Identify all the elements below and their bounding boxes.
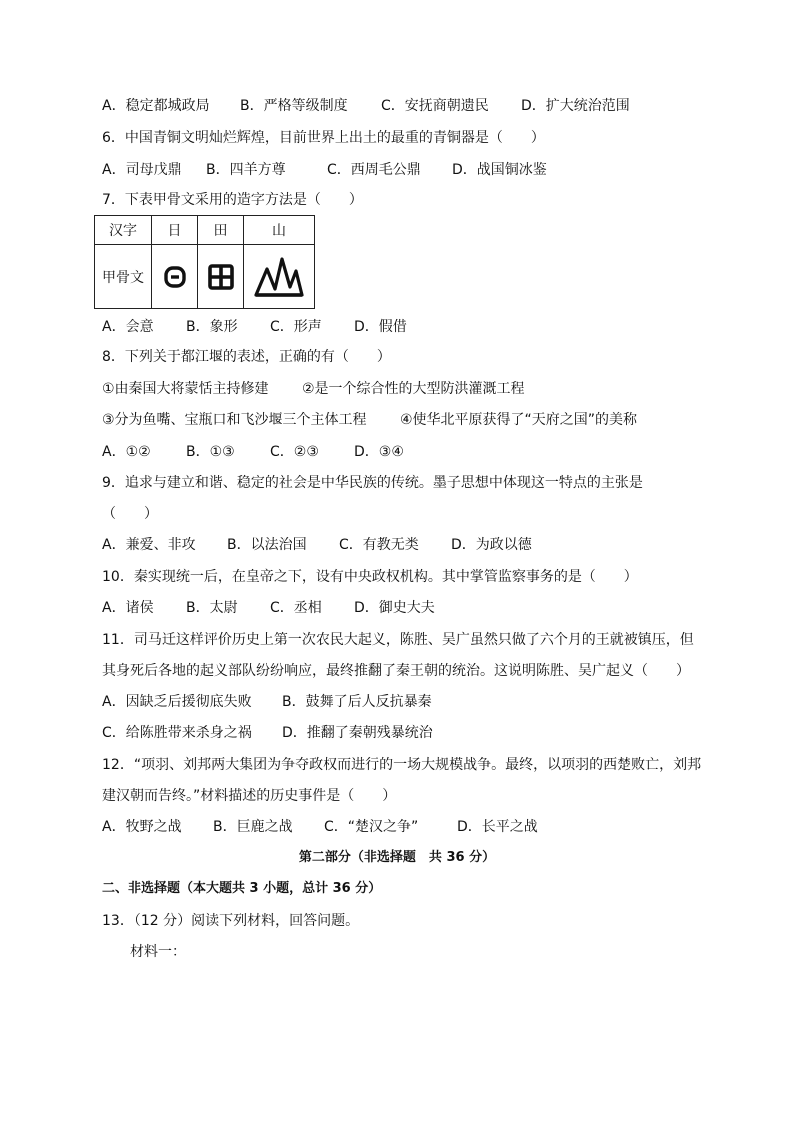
q10-option-c: C．丞相 [270,600,322,616]
q12-option-c: C．“楚汉之争” [324,819,419,835]
q11-option-a: A．因缺乏后援彻底失败 [102,694,252,710]
q10-stem: 10．秦实现统一后，在皇帝之下，设有中央政权机构。其中掌管监察事务的是（ ） [102,569,638,585]
q7-option-d: D．假借 [354,319,407,335]
q11-option-b: B．鼓舞了后人反抗暴秦 [282,694,432,710]
q8-statements-row2 [102,410,637,430]
q6-option-b: B．四羊方尊 [206,162,286,178]
part2-title: 第二部分（非选择题 共 36 分） [298,850,496,865]
q10-option-d: D．御史大夫 [354,600,435,616]
row-label-oracle: 甲骨文 [95,245,152,309]
q13-material1-label: 材料一： [130,944,186,960]
q9-options [102,535,532,555]
q7-option-c: C．形声 [270,319,322,335]
q10-option-b: B．太尉 [186,600,238,616]
q9-stem-line2: （ ） [102,506,158,522]
q8-statement-1: ①由秦国大将蒙恬主持修建 [102,381,269,397]
q8-option-c: C．②③ [270,444,319,460]
q9-option-c: C．有教无类 [339,537,419,553]
q12-options [102,817,538,837]
q11-stem-line2: 其身死后各地的起义部队纷纷响应，最终推翻了秦王朝的统治。这说明陈胜、吴广起义（ ） [102,663,690,679]
q5-option-d: D．扩大统治范围 [521,98,630,114]
header-hanzi: 汉字 [95,216,152,245]
q7-option-a: A．会意 [102,319,154,335]
q8-statement-3: ③分为鱼嘴、宝瓶口和飞沙堰三个主体工程 [102,412,367,428]
q13-stem: 13．（12 分）阅读下列材料，回答问题。 [102,913,360,929]
table-row [95,216,315,245]
q11-option-d: D．推翻了秦朝残暴统治 [282,725,433,741]
oracle-sun-icon [152,245,198,309]
oracle-mountain-icon [244,245,315,309]
q11-stem-line1: 11．司马迁这样评价历史上第一次农民大起义，陈胜、吴广虽然只做了六个月的王就被镇压，但 [102,632,694,648]
q7-option-b: B．象形 [186,319,238,335]
q6-option-c: C．西周毛公鼎 [327,162,421,178]
q11-option-c: C．给陈胜带来杀身之祸 [102,725,252,741]
table-row [95,245,315,309]
q9-option-a: A．兼爱、非攻 [102,537,196,553]
q12-stem-line1: 12．“项羽、刘邦两大集团为争夺政权而进行的一场大规模战争。最终，以项羽的西楚败亡，刘邦 [102,757,702,773]
header-shan: 山 [244,216,315,245]
q5-options [102,96,630,116]
q9-option-d: D．为政以德 [451,537,532,553]
q9-option-b: B．以法治国 [227,537,307,553]
oracle-bone-table [94,215,315,309]
q5-option-b: B．严格等级制度 [240,98,348,114]
q8-statement-4: ④使华北平原获得了“天府之国”的美称 [400,412,638,428]
oracle-field-icon [198,245,244,309]
section2-title: 二、非选择题（本大题共 3 小题，总计 36 分） [102,881,382,896]
q12-option-a: A．牧野之战 [102,819,182,835]
header-ri: 日 [152,216,198,245]
q8-option-a: A．①② [102,444,151,460]
q7-options [102,317,407,337]
q8-statement-2: ②是一个综合性的大型防洪灌溉工程 [302,381,525,397]
q12-stem-line2: 建汉朝而告终。”材料描述的历史事件是（ ） [102,788,397,804]
q10-option-a: A．诸侯 [102,600,154,616]
q8-stem: 8．下列关于都江堰的表述，正确的有（ ） [102,349,391,365]
q6-options [102,160,547,180]
q12-option-d: D．长平之战 [457,819,538,835]
q8-statements-row1 [102,379,525,399]
header-tian: 田 [198,216,244,245]
q5-option-a: A．稳定都城政局 [102,98,210,114]
q6-option-a: A．司母戊鼎 [102,162,182,178]
q7-stem: 7．下表甲骨文采用的造字方法是（ ） [102,192,363,208]
q8-option-d: D．③④ [354,444,404,460]
q9-stem-line1: 9．追求与建立和谐、稳定的社会是中华民族的传统。墨子思想中体现这一特点的主张是 [102,475,643,491]
q8-option-b: B．①③ [186,444,235,460]
q12-option-b: B．巨鹿之战 [213,819,293,835]
q5-option-c: C．安抚商朝遗民 [381,98,489,114]
q8-options [102,442,404,462]
q6-stem: 6．中国青铜文明灿烂辉煌，目前世界上出土的最重的青铜器是（ ） [102,130,545,146]
q6-option-d: D．战国铜冰鉴 [452,162,547,178]
q11-options-row1 [102,692,432,712]
q10-options [102,598,435,618]
q11-options-row2 [102,723,433,743]
